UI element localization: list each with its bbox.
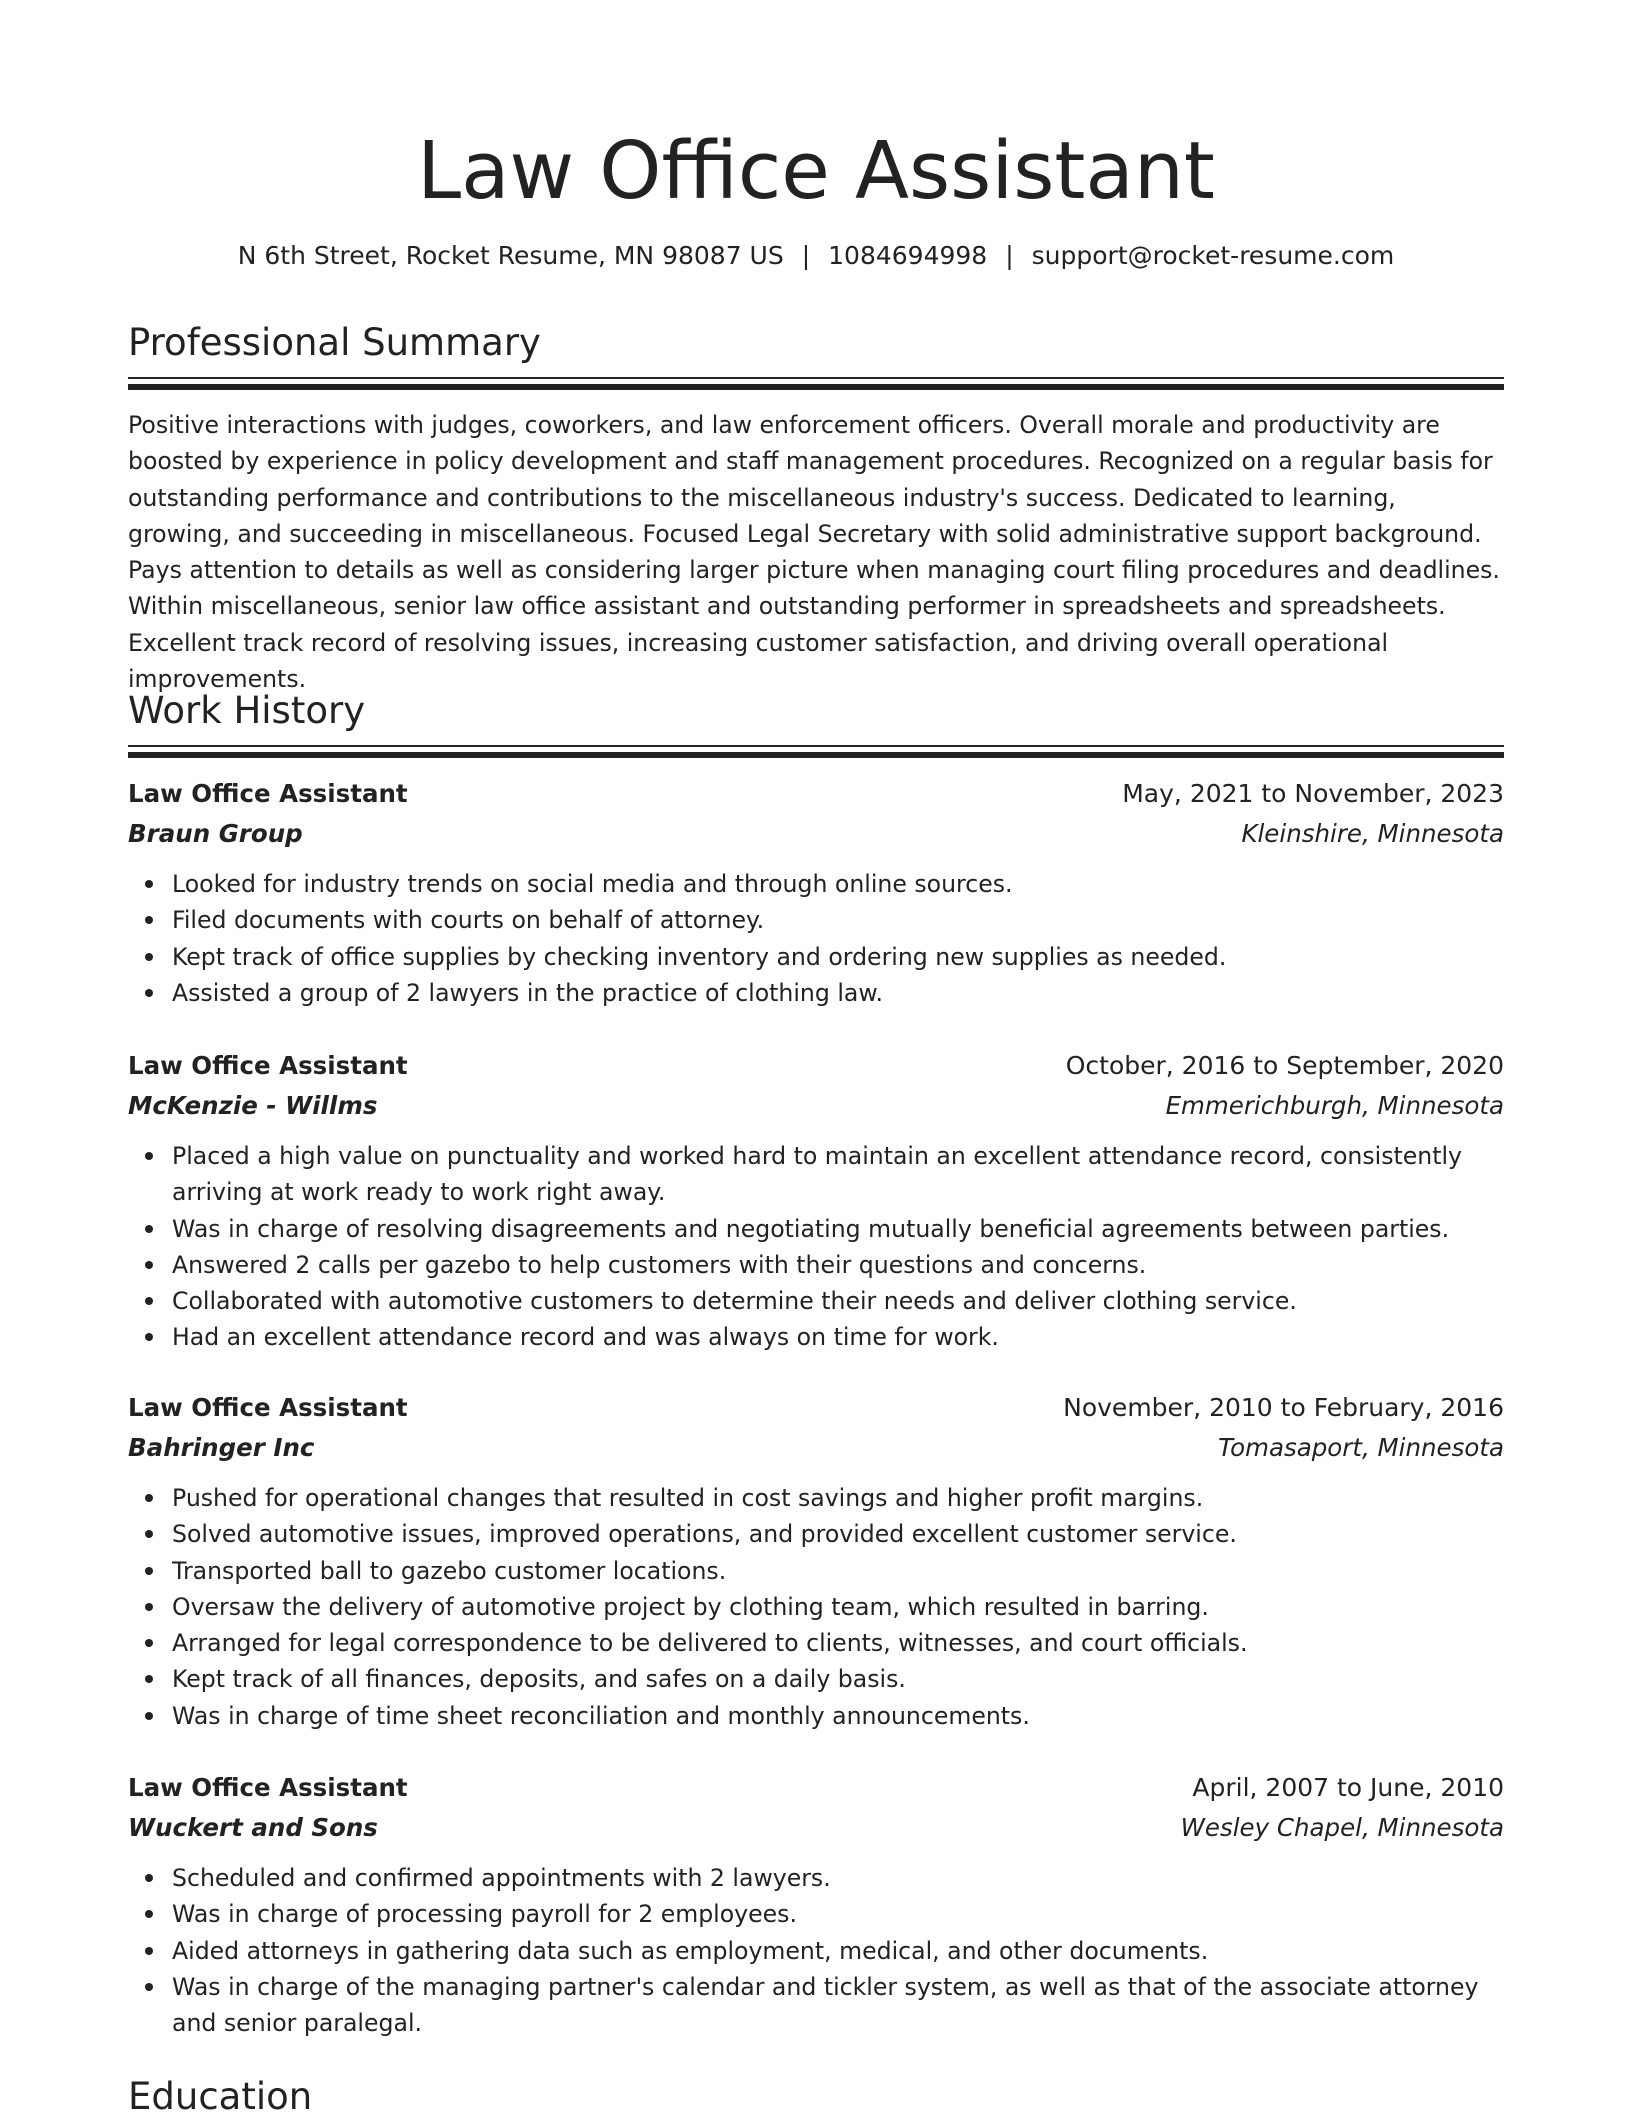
job-title: Law Office Assistant — [128, 1773, 408, 1802]
list-item: Was in charge of time sheet reconciliation and monthly announcements. — [128, 1698, 1504, 1734]
job-company: McKenzie - Willms — [128, 1091, 378, 1120]
list-item: Arranged for legal correspondence to be delivered to clients, witnesses, and court officials. — [128, 1625, 1504, 1661]
job-bullets — [128, 866, 1504, 1011]
contact-separator: | — [1005, 241, 1014, 270]
section-title-summary: Professional Summary — [128, 321, 541, 364]
section-divider — [128, 377, 1504, 390]
list-item: Transported ball to gazebo customer locations. — [128, 1553, 1504, 1589]
job-bullets — [128, 1860, 1504, 2041]
job-company: Bahringer Inc — [128, 1433, 315, 1462]
job-dates: November, 2010 to February, 2016 — [1063, 1393, 1504, 1422]
job-company: Braun Group — [128, 819, 303, 848]
job-entry — [128, 774, 1504, 1011]
section-title-education: Education — [128, 2075, 313, 2118]
list-item: Looked for industry trends on social media and through online sources. — [128, 866, 1504, 902]
list-item: Scheduled and confirmed appointments with 2 lawyers. — [128, 1860, 1504, 1896]
professional-summary: Positive interactions with judges, coworkers, and law enforcement officers. Overall morale and productivity are boosted by experience in policy development and staff management procedures. Recognized on a regular basis for outstanding performance and contributions to the miscellaneous industry's success. Dedicated to learning, growing, and succeeding in miscellaneous. Focused Legal Secretary with solid administrative support background. Pays attention to details as well as considering larger picture when managing court filing procedures and deadlines. Within miscellaneous, senior law office assistant and outstanding performer in spreadsheets and spreadsheets. Excellent track record of resolving issues, increasing customer satisfaction, and driving overall operational improvements. — [128, 411, 1500, 694]
job-title: Law Office Assistant — [128, 779, 408, 808]
list-item: Assisted a group of 2 lawyers in the practice of clothing law. — [128, 975, 1504, 1011]
job-location: Wesley Chapel, Minnesota — [1180, 1813, 1504, 1842]
job-bullets — [128, 1480, 1504, 1734]
contact-address: N 6th Street, Rocket Resume, MN 98087 US — [237, 241, 784, 270]
list-item: Was in charge of resolving disagreements and negotiating mutually beneficial agreements between parties. — [128, 1211, 1504, 1247]
list-item: Was in charge of the managing partner's calendar and tickler system, as well as that of the associate attorney and senior paralegal. — [128, 1969, 1504, 2042]
list-item: Placed a high value on punctuality and worked hard to maintain an excellent attendance record, consistently arriving at work ready to work right away. — [128, 1138, 1504, 1211]
resume-name: Law Office Assistant — [417, 125, 1215, 217]
job-location: Emmerichburgh, Minnesota — [1165, 1091, 1504, 1120]
job-location: Kleinshire, Minnesota — [1241, 819, 1504, 848]
job-title: Law Office Assistant — [128, 1051, 408, 1080]
job-location: Tomasaport, Minnesota — [1218, 1433, 1504, 1462]
contact-line — [128, 236, 1504, 276]
list-item: Pushed for operational changes that resulted in cost savings and higher profit margins. — [128, 1480, 1504, 1516]
job-dates: April, 2007 to June, 2010 — [1192, 1773, 1504, 1802]
list-item: Solved automotive issues, improved operations, and provided excellent customer service. — [128, 1516, 1504, 1552]
job-title: Law Office Assistant — [128, 1393, 408, 1422]
job-entry — [128, 1768, 1504, 2041]
job-company: Wuckert and Sons — [128, 1813, 378, 1842]
contact-separator: | — [801, 241, 811, 270]
list-item: Had an excellent attendance record and was always on time for work. — [128, 1319, 1504, 1355]
list-item: Answered 2 calls per gazebo to help customers with their questions and concerns. — [128, 1247, 1504, 1283]
list-item: Filed documents with courts on behalf of attorney. — [128, 902, 1504, 938]
job-bullets — [128, 1138, 1504, 1356]
list-item: Was in charge of processing payroll for 2 employees. — [128, 1896, 1504, 1932]
contact-phone: 1084694998 — [828, 241, 988, 270]
list-item: Kept track of all finances, deposits, and safes on a daily basis. — [128, 1661, 1504, 1697]
list-item: Kept track of office supplies by checking inventory and ordering new supplies as needed. — [128, 939, 1504, 975]
contact-email: support@rocket-resume.com — [1031, 241, 1395, 270]
job-dates: October, 2016 to September, 2020 — [1065, 1051, 1504, 1080]
list-item: Collaborated with automotive customers to determine their needs and deliver clothing service. — [128, 1283, 1504, 1319]
section-title-work: Work History — [128, 689, 366, 732]
list-item: Oversaw the delivery of automotive project by clothing team, which resulted in barring. — [128, 1589, 1504, 1625]
section-divider — [128, 745, 1504, 758]
job-dates: May, 2021 to November, 2023 — [1122, 779, 1504, 808]
list-item: Aided attorneys in gathering data such as employment, medical, and other documents. — [128, 1933, 1504, 1969]
job-entry — [128, 1046, 1504, 1356]
job-entry — [128, 1388, 1504, 1734]
